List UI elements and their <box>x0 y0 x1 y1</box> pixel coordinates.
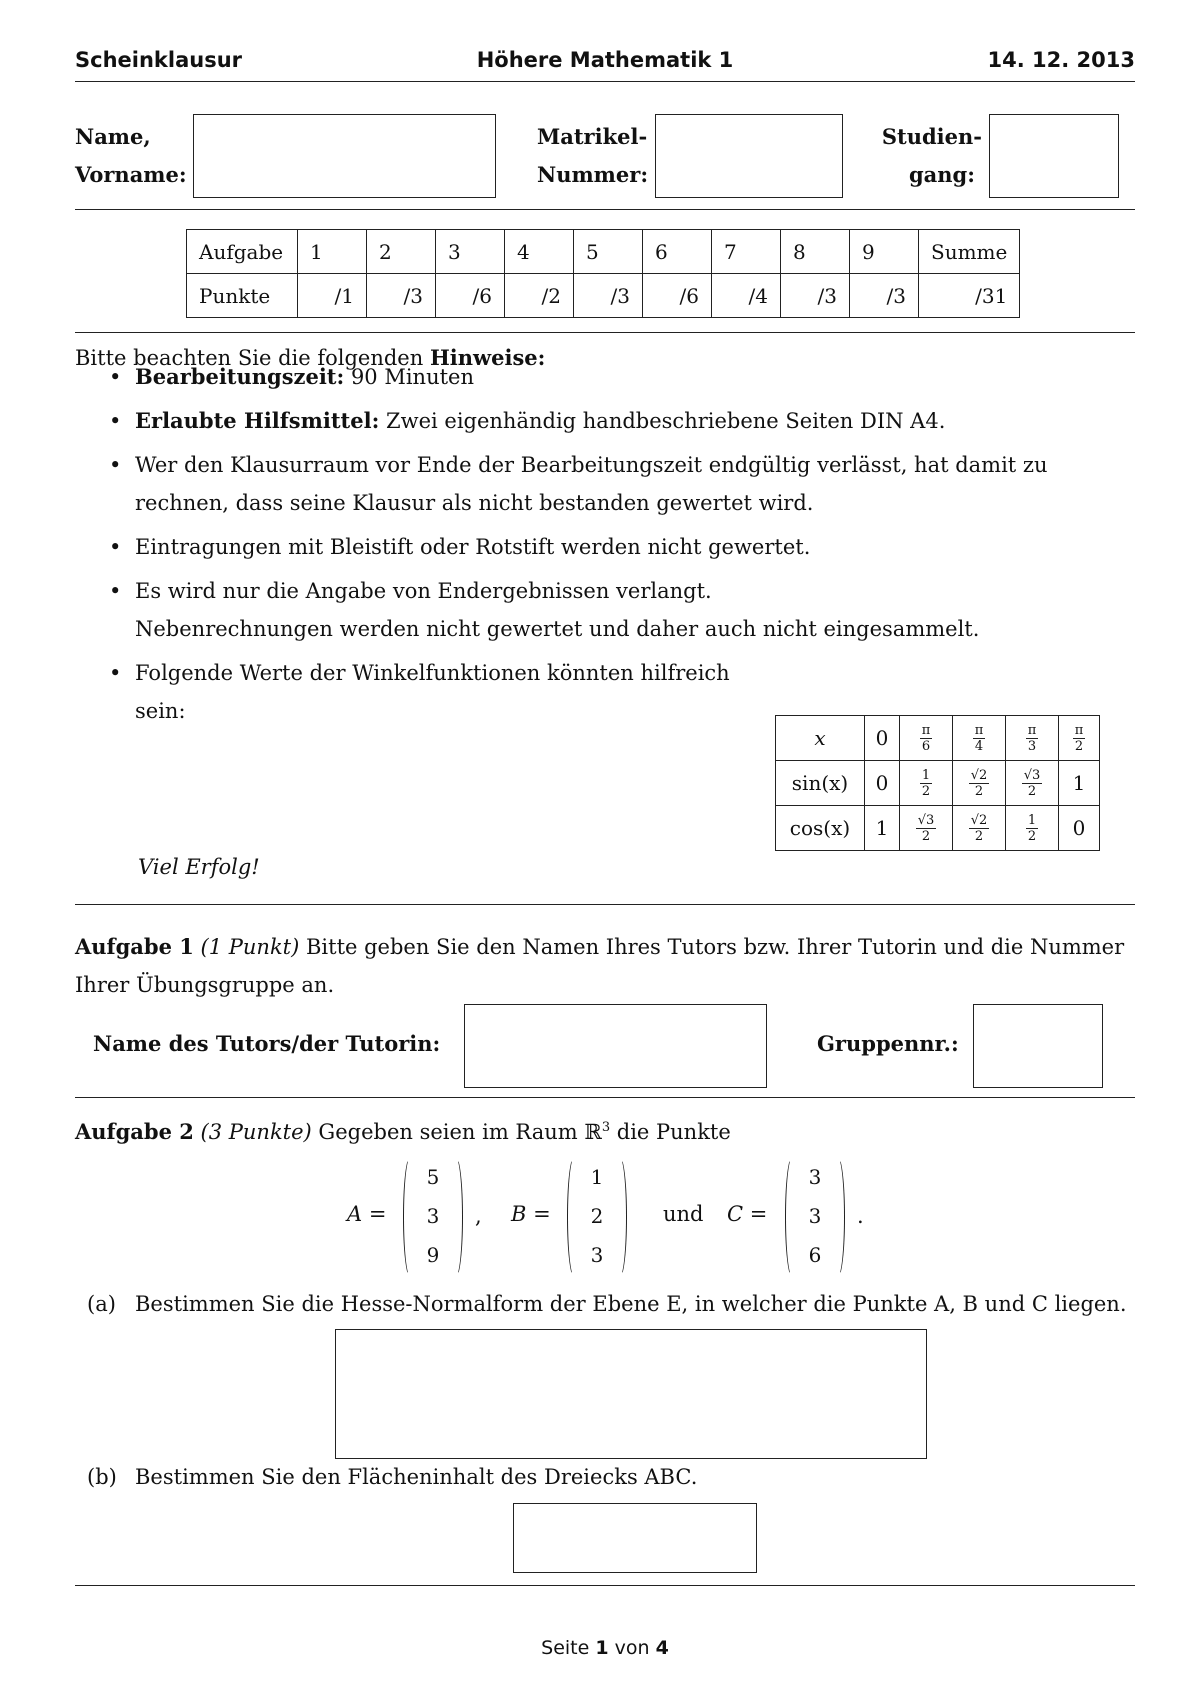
task-number: 4 <box>505 230 574 274</box>
trig-header-row <box>776 716 1100 761</box>
header-rule <box>75 81 1135 82</box>
part-a-answer-box[interactable] <box>335 1329 927 1459</box>
points-table-points-row <box>187 274 1020 318</box>
task1-points: (1 Punkt) <box>200 935 300 959</box>
points-cell[interactable]: /1 <box>298 274 367 318</box>
und-connector: und <box>663 1202 704 1226</box>
trig-table <box>775 715 1100 851</box>
task-number: 9 <box>850 230 919 274</box>
header-title: Höhere Mathematik 1 <box>476 48 734 72</box>
trig-value: $\frac{1}{2}$ <box>900 761 953 806</box>
note-text: Eintragungen mit Bleistift oder Rotstift werden nicht gewertet. <box>135 535 811 559</box>
part-b-text: Bestimmen Sie den Flächeninhalt des Dreiecks ABC. <box>135 1465 698 1489</box>
footer-middle: von <box>608 1637 656 1659</box>
matrikel-label-2: Nummer: <box>537 162 649 187</box>
note-bold: Erlaubte Hilfsmittel: <box>135 408 380 433</box>
note-item <box>105 528 1140 566</box>
note-text: Wer den Klausurraum vor Ende der Bearbeitungszeit endgültig verlässt, hat damit zu rechnen, dass seine Klausur als nicht bestanden gewertet wird. <box>135 453 1048 515</box>
notes-intro-text: Bitte beachten Sie die folgenden <box>75 346 430 370</box>
task2-text <box>75 1112 731 1148</box>
notes-rule <box>75 904 1135 905</box>
notes-list <box>105 358 1140 736</box>
part-a-label: (a) <box>87 1292 116 1316</box>
footer-page: 1 <box>595 1637 609 1659</box>
task2-points: (3 Punkte) <box>200 1120 312 1144</box>
header-date: 14. 12. 2013 <box>987 48 1135 72</box>
points-row-label: Punkte <box>187 274 298 318</box>
trig-value: 1 <box>1059 761 1100 806</box>
trig-x-header: x <box>776 716 865 761</box>
notes-intro-bold: Hinweise: <box>429 345 546 370</box>
task2-description: Gegeben seien im Raum ℝ <box>311 1120 602 1144</box>
studiengang-label-1: Studien- <box>881 124 982 149</box>
part-b-label: (b) <box>87 1465 117 1489</box>
trig-cos-label: cos(x) <box>776 806 865 851</box>
tutor-label: Name des Tutors/der Tutorin: <box>93 1031 441 1056</box>
trig-angle: $\frac{\pi}{3}$ <box>1006 716 1059 761</box>
vector-entry: 9 <box>426 1243 440 1268</box>
note-item <box>105 654 775 730</box>
points-cell[interactable]: /3 <box>850 274 919 318</box>
vector-entry: 2 <box>590 1203 604 1228</box>
vector-entry: 5 <box>426 1164 440 1189</box>
fields-rule <box>75 209 1135 210</box>
studiengang-label-2: gang: <box>909 162 975 187</box>
trig-value: $\frac{√3}{2}$ <box>1006 761 1059 806</box>
closing-note: Viel Erfolg! <box>138 855 260 879</box>
trig-cos-row <box>776 806 1100 851</box>
footer-total: 4 <box>655 1637 669 1659</box>
vector-comma: , <box>475 1204 482 1228</box>
note-item <box>105 572 1140 648</box>
matrikel-input-box[interactable] <box>655 114 843 198</box>
vector-entry: 3 <box>808 1164 822 1189</box>
page-footer <box>0 1637 1200 1659</box>
point-c-vector <box>785 1157 845 1275</box>
task-number: 8 <box>781 230 850 274</box>
points-cell[interactable]: /3 <box>781 274 850 318</box>
points-cell[interactable]: /3 <box>367 274 436 318</box>
trig-value: 0 <box>1059 806 1100 851</box>
note-text: Folgende Werte der Winkelfunktionen könnten hilfreich sein: <box>135 661 730 723</box>
trig-angle: $\frac{\pi}{2}$ <box>1059 716 1100 761</box>
note-bold: Bearbeitungszeit: <box>135 364 345 389</box>
points-cell[interactable]: /4 <box>712 274 781 318</box>
matrikel-label-1: Matrikel- <box>537 124 648 149</box>
point-c-label: C = <box>727 1202 768 1226</box>
name-input-box[interactable] <box>193 114 496 198</box>
part-b-answer-box[interactable] <box>513 1503 757 1573</box>
note-text-line2: Nebenrechnungen werden nicht gewertet und daher auch nicht eingesammelt. <box>135 617 980 641</box>
task1-title: Aufgabe 1 <box>75 934 194 959</box>
task-number: 7 <box>712 230 781 274</box>
points-table-header: Aufgabe <box>187 230 298 274</box>
vector-period: . <box>857 1204 864 1228</box>
points-sum-cell[interactable]: /31 <box>919 274 1020 318</box>
table-rule <box>75 332 1135 333</box>
points-table <box>186 229 1020 318</box>
trig-value: $\frac{√3}{2}$ <box>900 806 953 851</box>
trig-sin-label: sin(x) <box>776 761 865 806</box>
note-text: 90 Minuten <box>344 365 474 389</box>
points-table-task-row <box>187 230 1020 274</box>
vector-entry: 6 <box>808 1243 822 1268</box>
note-item <box>105 446 1140 522</box>
trig-sin-row <box>776 761 1100 806</box>
task-number: 2 <box>367 230 436 274</box>
note-item <box>105 402 1140 440</box>
footer-prefix: Seite <box>541 1637 596 1659</box>
note-text: Zwei eigenhändig handbeschriebene Seiten DIN A4. <box>379 409 946 433</box>
group-label: Gruppennr.: <box>817 1031 959 1056</box>
trig-value: 1 <box>865 806 900 851</box>
name-label-2: Vorname: <box>75 162 187 187</box>
task-number: 6 <box>643 230 712 274</box>
task-number: 3 <box>436 230 505 274</box>
task2-title: Aufgabe 2 <box>75 1119 194 1144</box>
trig-angle: 0 <box>865 716 900 761</box>
note-item <box>105 358 1140 396</box>
point-b-vector <box>567 1157 627 1275</box>
part-a-text: Bestimmen Sie die Hesse-Normalform der Ebene E, in welcher die Punkte A, B und C liegen. <box>135 1292 1127 1316</box>
trig-angle: $\frac{\pi}{4}$ <box>953 716 1006 761</box>
trig-value: $\frac{√2}{2}$ <box>953 761 1006 806</box>
task-number: 5 <box>574 230 643 274</box>
points-cell[interactable]: /6 <box>643 274 712 318</box>
group-input-box[interactable] <box>973 1004 1103 1088</box>
trig-angle: $\frac{\pi}{6}$ <box>900 716 953 761</box>
task2-rule <box>75 1585 1135 1586</box>
task-sum-header: Summe <box>919 230 1020 274</box>
point-b-label: B = <box>511 1202 551 1226</box>
trig-value: $\frac{√2}{2}$ <box>953 806 1006 851</box>
task2-superscript: 3 <box>601 1120 611 1135</box>
vector-entry: 3 <box>590 1243 604 1268</box>
task-number: 1 <box>298 230 367 274</box>
note-text: Es wird nur die Angabe von Endergebnissen verlangt. <box>135 579 712 603</box>
vector-entry: 3 <box>426 1203 440 1228</box>
studiengang-input-box[interactable] <box>989 114 1119 198</box>
task1-rule <box>75 1097 1135 1098</box>
points-cell[interactable]: /6 <box>436 274 505 318</box>
points-cell[interactable]: /2 <box>505 274 574 318</box>
trig-value: 0 <box>865 761 900 806</box>
points-cell[interactable]: /3 <box>574 274 643 318</box>
name-label-1: Name, <box>75 124 151 149</box>
header-left: Scheinklausur <box>75 48 243 72</box>
point-a-vector <box>403 1157 463 1275</box>
vector-entry: 3 <box>808 1203 822 1228</box>
point-a-label: A = <box>347 1202 387 1226</box>
trig-value: $\frac{1}{2}$ <box>1006 806 1059 851</box>
task1-description: Bitte geben Sie den Namen Ihres Tutors bzw. Ihrer Tutorin und die Nummer Ihrer Übungsgruppe an. <box>75 935 1125 997</box>
tutor-input-box[interactable] <box>464 1004 767 1088</box>
task1-text <box>75 928 1137 1004</box>
vector-entry: 1 <box>590 1164 604 1189</box>
task2-description-end: die Punkte <box>610 1120 731 1144</box>
